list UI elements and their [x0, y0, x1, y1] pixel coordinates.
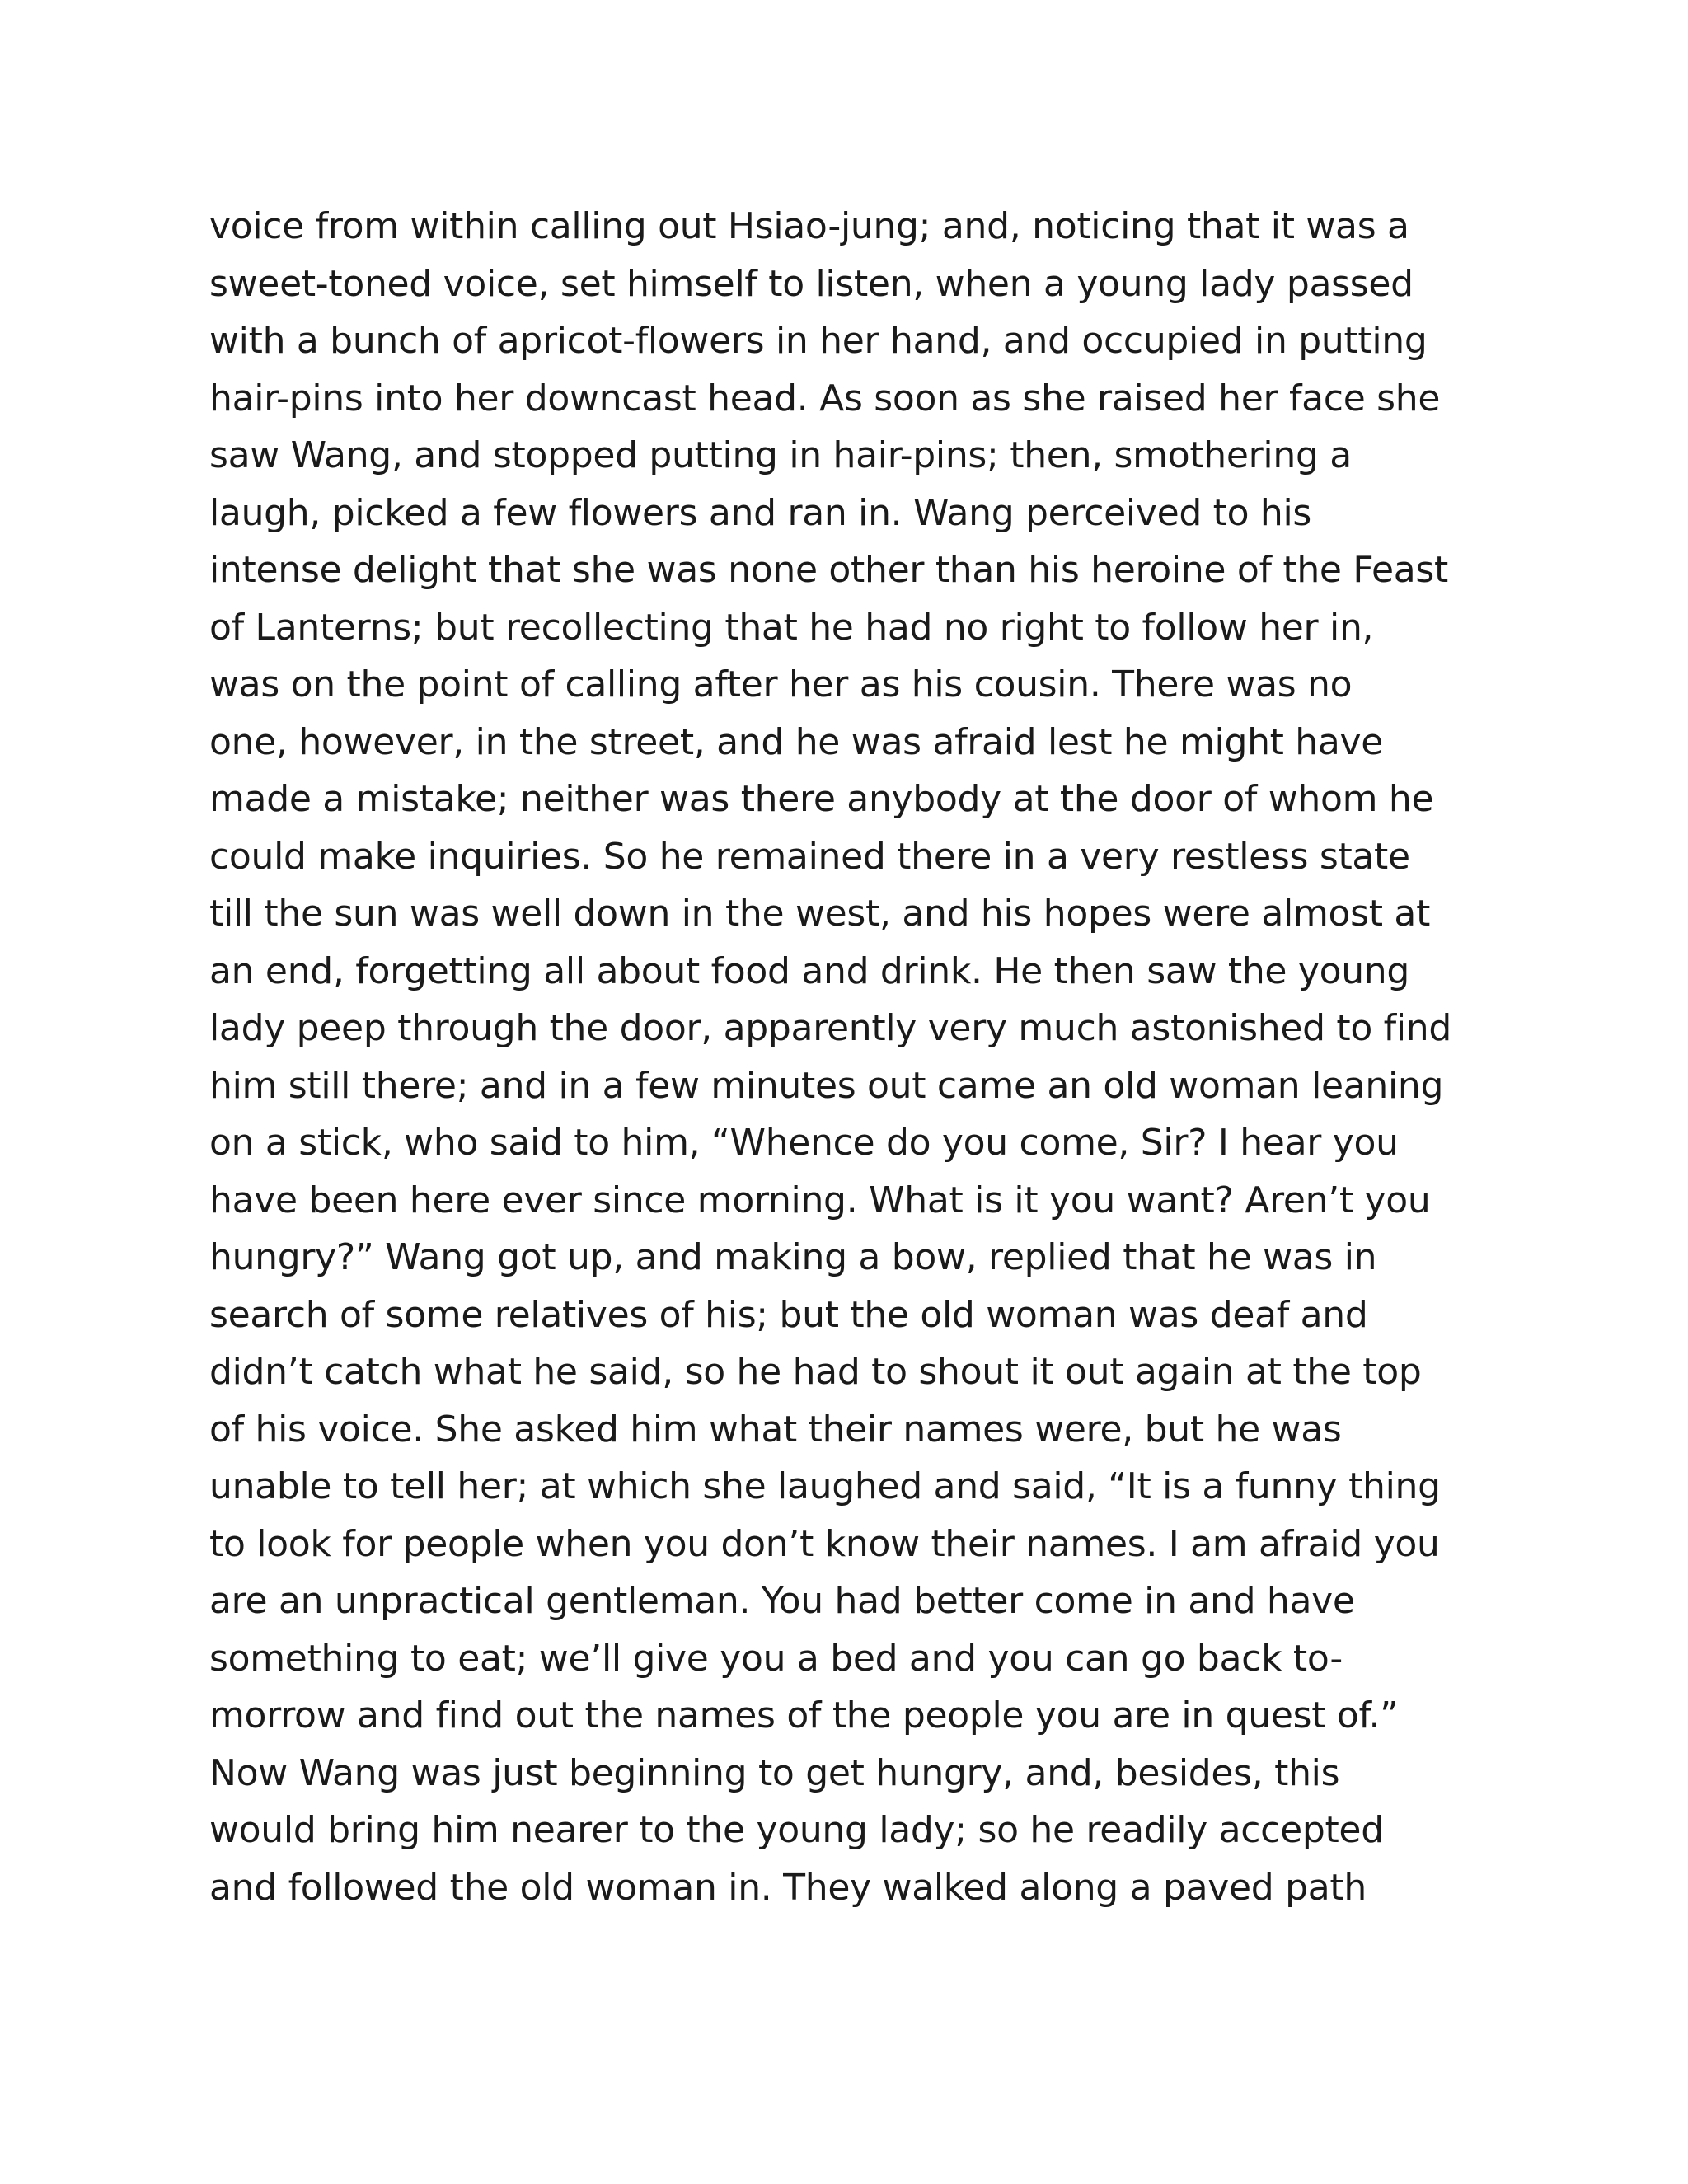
text-line: laugh, picked a few flowers and ran in. Wang perceived to his — [209, 491, 1312, 534]
text-line: him still there; and in a few minutes out came an old woman leaning — [209, 1064, 1444, 1107]
text-line: lady peep through the door, apparently very much astonished to find — [209, 1007, 1451, 1049]
text-line: are an unpractical gentleman. You had better come in and have — [209, 1580, 1355, 1622]
text-line: with a bunch of apricot-flowers in her hand, and occupied in putting — [209, 320, 1428, 362]
text-line: intense delight that she was none other than his heroine of the Feast — [209, 549, 1448, 591]
text-line: to look for people when you don’t know their names. I am afraid you — [209, 1522, 1440, 1565]
text-line: voice from within calling out Hsiao-jung; and, noticing that it was a — [209, 205, 1409, 247]
text-line: hungry?” Wang got up, and making a bow, replied that he was in — [209, 1236, 1377, 1278]
text-line: and followed the old woman in. They walked along a paved path — [209, 1866, 1367, 1909]
text-line: didn’t catch what he said, so he had to shout it out again at the top — [209, 1351, 1422, 1393]
text-line: on a stick, who said to him, “Whence do you come, Sir? I hear you — [209, 1122, 1399, 1164]
body-text — [209, 198, 1495, 1916]
text-line: till the sun was well down in the west, and his hopes were almost at — [209, 893, 1431, 935]
text-line: something to eat; we’ll give you a bed and you can go back to- — [209, 1637, 1343, 1680]
text-line: would bring him nearer to the young lady; so he readily accepted — [209, 1809, 1384, 1851]
text-line: have been here ever since morning. What is it you want? Aren’t you — [209, 1179, 1431, 1221]
text-line: search of some relatives of his; but the old woman was deaf and — [209, 1293, 1368, 1336]
text-line: Now Wang was just beginning to get hungry, and, besides, this — [209, 1751, 1340, 1794]
text-line: of his voice. She asked him what their names were, but he was — [209, 1408, 1342, 1451]
text-line: was on the point of calling after her as his cousin. There was no — [209, 663, 1353, 705]
text-line: hair-pins into her downcast head. As soon as she raised her face she — [209, 377, 1441, 419]
text-line: of Lanterns; but recollecting that he had no right to follow her in, — [209, 606, 1374, 649]
text-line: saw Wang, and stopped putting in hair-pins; then, smothering a — [209, 434, 1352, 476]
text-line: one, however, in the street, and he was afraid lest he might have — [209, 720, 1384, 763]
text-line: morrow and find out the names of the people you are in quest of.” — [209, 1694, 1399, 1736]
text-line: sweet-toned voice, set himself to listen, when a young lady passed — [209, 262, 1414, 305]
text-line: unable to tell her; at which she laughed and said, “It is a funny thing — [209, 1465, 1441, 1507]
text-line: could make inquiries. So he remained there in a very restless state — [209, 835, 1410, 878]
text-line: made a mistake; neither was there anybody at the door of whom he — [209, 778, 1434, 820]
text-line: an end, forgetting all about food and drink. He then saw the young — [209, 949, 1410, 992]
